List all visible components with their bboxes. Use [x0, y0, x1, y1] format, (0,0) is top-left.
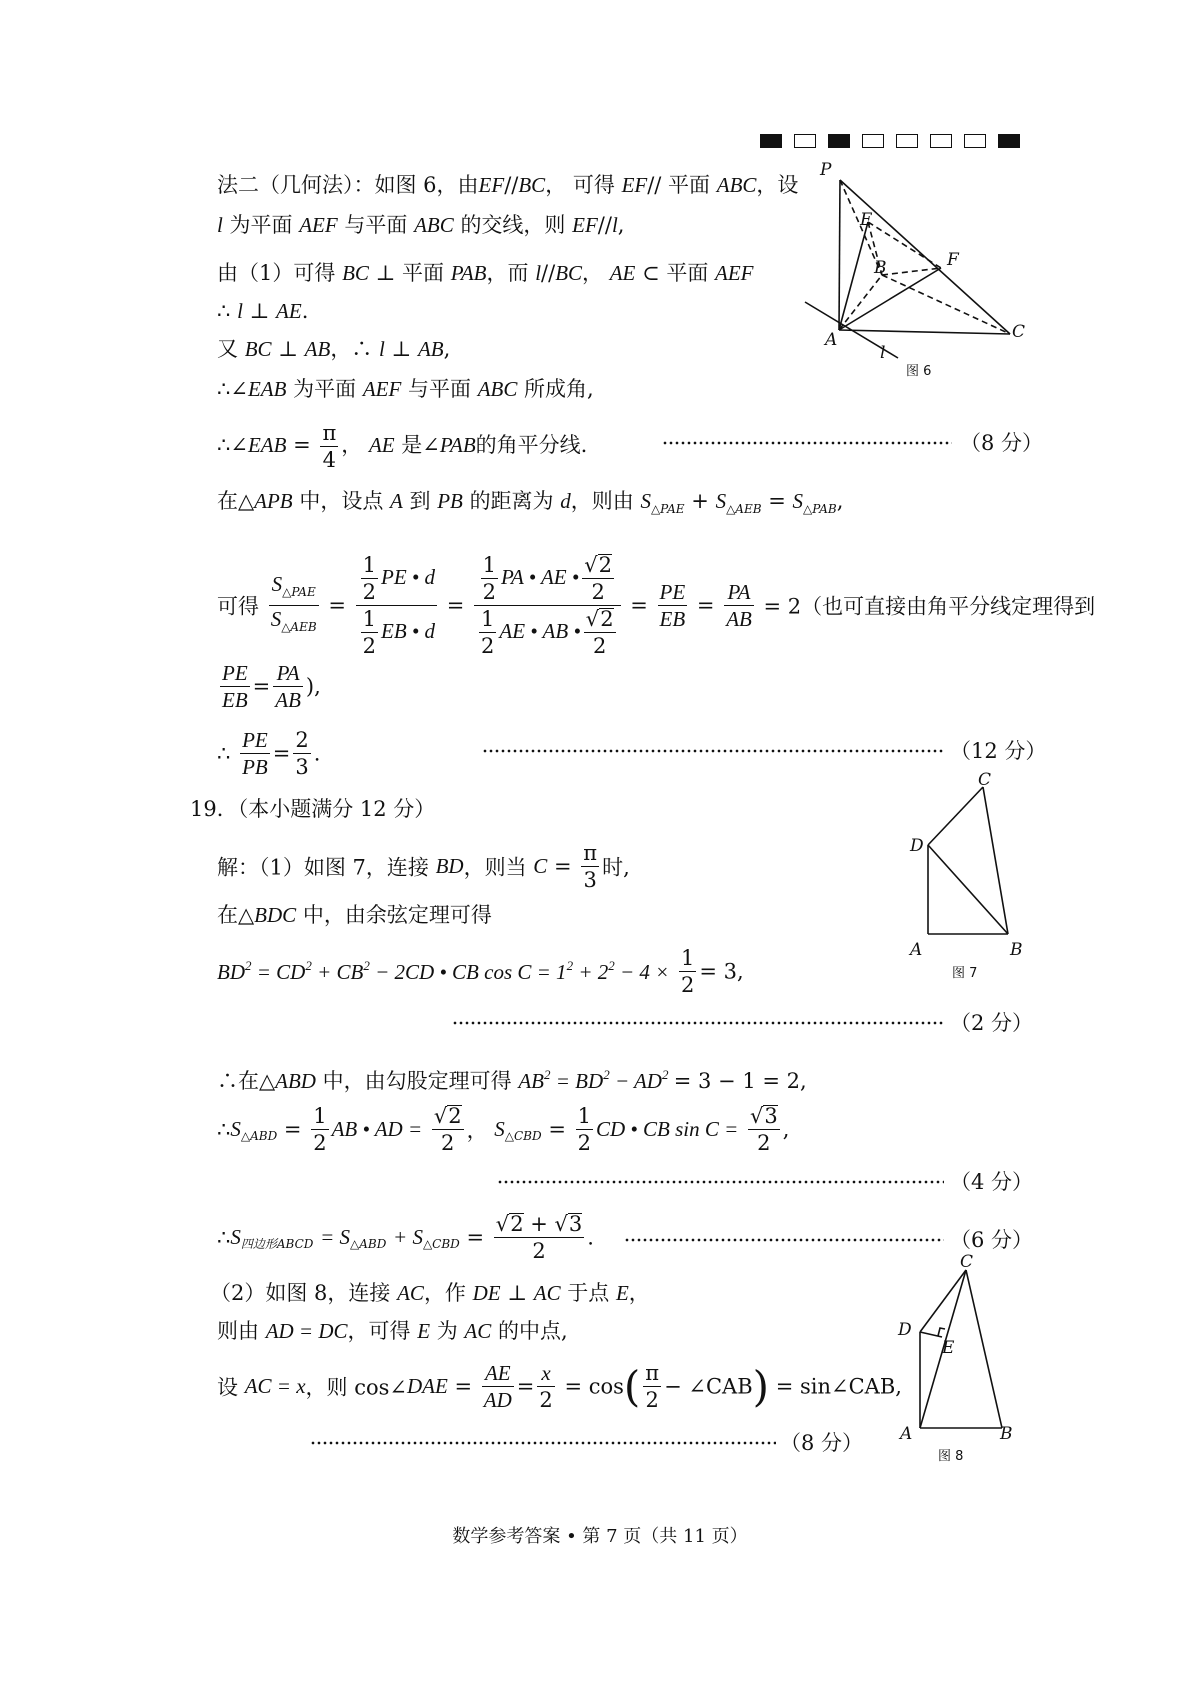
q19-line-2: 在△BDC 中，由余弦定理可得: [217, 903, 492, 927]
edge-AC: [839, 330, 1010, 334]
header-square: [964, 134, 986, 148]
method2-line-4: ∴ l ⊥ AE.: [217, 299, 309, 323]
q19-line-6: $\therefore S_{四边形ABCD} = S_{\triangle ABD} + S_{\triangle CBD}$ = $\frac{√2 + √3}{2}$ .: [217, 1212, 594, 1263]
dot-leader: [497, 1180, 944, 1184]
score-4: （4 分）: [950, 1170, 1034, 1194]
q19-line-9: 设 AC = x，则 cos∠DAE = $\frac{AE}{AD}$ = $\frac{x}{2}$ = cos( $\frac{\pi}{2}$ − ∠CAB) = sin∠CAB,: [217, 1361, 902, 1412]
header-square: [896, 134, 918, 148]
method2-line-6: ∴∠EAB 为平面 AEF 与平面 ABC 所成角,: [217, 377, 594, 401]
method2-line-8: 在△APB 中，设点 A 到 PB 的距离为 d，则由 $S_{\triangle PAE} + S_{\triangle AEB} = S_{\triangle PAB}$,: [217, 489, 844, 516]
figure-8: [910, 1262, 1020, 1442]
fig6-label-A: A: [825, 330, 838, 350]
method2-line-1: 法二（几何法）：如图 6，由EF//BC， 可得 EF// 平面 ABC，设: [217, 173, 799, 197]
fig8-label-B: B: [1000, 1424, 1013, 1444]
method2-line-7: ∴∠EAB = $\frac{\pi}{4}$ ， AE 是∠PAB的角平分线.: [217, 421, 588, 472]
dot-leader: [452, 1021, 944, 1025]
fig8-label-E: E: [942, 1338, 955, 1358]
edge-PA: [839, 180, 840, 330]
fig7-label-D: D: [910, 836, 924, 856]
q19-line-5: $\therefore S_{\triangle ABD}$ = $\frac{1}{2}$ AB • AD = $\frac{√2}{2}$ ， $S_{\triangle CBD}$ = $\frac{1}{2}$ CD • CB sin C = $\frac{√3}{2}$ ,: [217, 1104, 790, 1155]
diagonal-BD: [928, 845, 1008, 934]
method2-line-11: ∴ $\frac{PE}{PB}$ = $\frac{2}{3}$ .: [217, 728, 321, 779]
fig6-label-E: E: [860, 210, 873, 230]
q19-line-4: ∴在△ABD 中，由勾股定理可得 $AB^2 = BD^2 - AD^2 = 3 - 1 = 2$,: [217, 1067, 807, 1093]
method2-line-10: $\frac{PE}{EB}$ = $\frac{PA}{AB}$ ),: [222, 661, 321, 712]
method2-line-3: 由（1）可得 BC ⊥ 平面 PAB，而 l//BC， AE ⊂ 平面 AEF: [217, 261, 754, 285]
edge-PC: [840, 180, 1010, 334]
fig7-label-A: A: [910, 940, 923, 960]
right-angle-mark: [938, 1328, 945, 1336]
dot-leader: [624, 1238, 944, 1242]
dot-leader: [482, 749, 944, 753]
header-square: [794, 134, 816, 148]
fig8-label-C: C: [960, 1252, 974, 1272]
header-square: [998, 134, 1020, 148]
fig7-label-B: B: [1010, 940, 1023, 960]
fig7-caption: 图 7: [952, 966, 978, 981]
fig6-label-F: F: [947, 250, 959, 270]
figure-7: [910, 780, 1020, 960]
edge-AF: [839, 268, 941, 330]
fig6-label-l: l: [880, 343, 886, 363]
page-footer: 数学参考答案 • 第 7 页（共 11 页）: [452, 1526, 748, 1547]
fig8-caption: 图 8: [938, 1449, 964, 1464]
header-square: [862, 134, 884, 148]
fig6-caption: 图 6: [906, 364, 932, 379]
edge-DC: [920, 1270, 966, 1332]
edge-BC: [882, 275, 1010, 334]
edge-DC: [928, 787, 983, 845]
dot-leader: [662, 441, 952, 445]
q19-line-1: 解：（1）如图 7，连接 BD，则当 C = $\frac{\pi}{3}$ 时,: [217, 841, 630, 892]
q19-line-3: $BD^2 = CD^2 + CB^2 - 2CD$ • CB $\cos C = 1^2 + 2^2 - 4$ × $\frac{1}{2}$ = 3,: [217, 946, 744, 997]
score-12-method2: （12 分）: [950, 739, 1047, 763]
score-8-method2: （8 分）: [960, 431, 1044, 455]
dot-leader: [310, 1441, 776, 1445]
method2-line-9: 可得 $\frac{S_{\triangle PAE}}{S_{\triangle AEB}}$ = $\frac{1}{2}$ PE • d $\frac{1}{2}$ EB • d = $\frac{1}{2}$ PA • AE • $\frac{√2}{2}$ $\frac{1}{2}$ AE • AB • $\frac{√2}{2}$ = $\frac{PE}{EB}$ = $\frac{PA}{AB}$ = 2（也可直接由角平分线定理得到: [217, 553, 1096, 658]
edge-AE: [839, 222, 868, 330]
score-2: （2 分）: [950, 1011, 1034, 1035]
method2-line-5: 又 BC ⊥ AB，∴ l ⊥ AB,: [217, 337, 451, 361]
q19-title: 19．（本小题满分 12 分）: [190, 797, 436, 821]
method2-line-2: l 为平面 AEF 与平面 ABC 的交线，则 EF//l,: [217, 213, 625, 237]
score-6: （6 分）: [950, 1228, 1034, 1252]
score-8-q19: （8 分）: [780, 1431, 864, 1455]
header-square: [760, 134, 782, 148]
header-square: [828, 134, 850, 148]
fig8-label-A: A: [900, 1424, 913, 1444]
edge-AB: [839, 275, 882, 330]
edge-CB: [983, 787, 1008, 934]
fig6-label-C: C: [1012, 322, 1026, 342]
q19-line-7: （2）如图 8，连接 AC，作 DE ⊥ AC 于点 E，: [210, 1281, 650, 1305]
figure-6: [800, 170, 1040, 390]
edge-CB: [966, 1270, 1002, 1428]
fig7-label-C: C: [978, 770, 992, 790]
fig8-label-D: D: [898, 1320, 912, 1340]
fig6-label-P: P: [820, 160, 832, 180]
q19-line-8: 则由 AD = DC，可得 E 为 AC 的中点,: [217, 1319, 568, 1343]
header-square: [930, 134, 952, 148]
fig6-label-B: B: [874, 258, 887, 278]
